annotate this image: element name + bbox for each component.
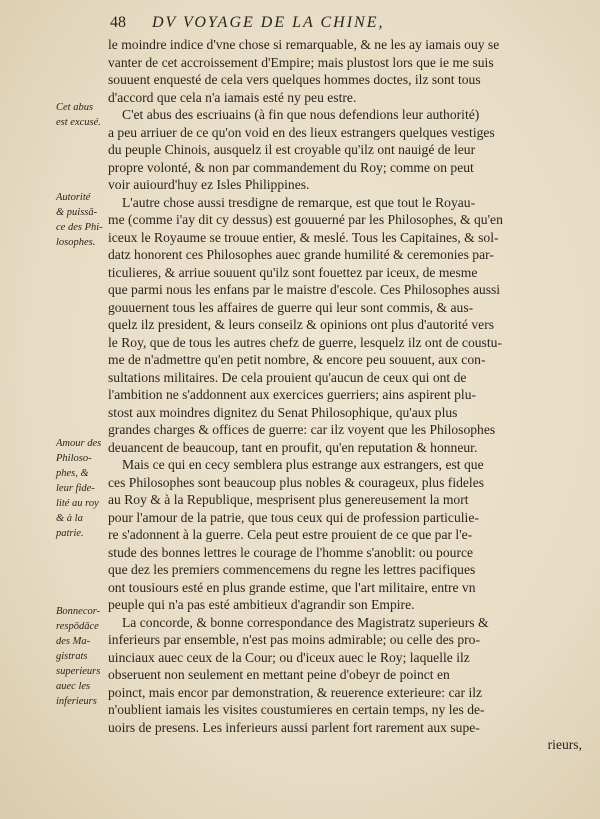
text-line: inferieurs par ensemble, n'est pas moins admirable; ou celle des pro-: [108, 632, 481, 647]
margin-note-line: Philoso-: [56, 453, 92, 464]
text-line: souuent enquesté de cela vers quelques hommes doctes, ilz sont tous: [108, 72, 481, 87]
text-line: que dez les premiers commencemens du regne les lettres pacifiques: [108, 562, 476, 577]
margin-note-line: Cet abus: [56, 102, 94, 113]
text-line: deuancent de beaucoup, tant en proufit, qu'en reputation & honneur.: [108, 439, 478, 455]
text-line: du peuple Chinois, ausquelz il est croyable qu'ilz ont nauigé de leur: [108, 142, 476, 157]
text-line: stost aux moindres dignitez du Senat Philosophique, qu'aux plus: [108, 404, 458, 420]
text-line: pour l'amour de la patrie, que tous ceux qui de profession particulie-: [108, 509, 479, 525]
margin-note-line: gistrats: [56, 651, 88, 662]
margin-note-line: Bonnecor-: [56, 606, 101, 617]
margin-note-line: des Ma-: [56, 636, 91, 647]
text-line: me (comme i'ay dit cy dessus) est gouuerné par les Philosophes, & qu'en: [108, 212, 503, 227]
text-line: le Roy, que de tous les autres chefz de guerre, lesquelz ilz ont de coustu-: [108, 334, 502, 350]
text-line: propre volonté, & non par commandement du Roy; comme on peut: [108, 159, 474, 175]
text-line: a peu arriuer de ce qu'on void en des lieux estrangers quelques vestiges: [108, 124, 495, 140]
margin-note-bonne-correspondance: [56, 604, 112, 709]
text-line: sultations militaires. De cela prouient qu'aucun de ceux qui ont de: [108, 369, 467, 385]
text-line: ont tousiours esté en plus grande estime, que l'art militaire, entre vn: [108, 579, 476, 595]
text-line: ticulieres, & arriue souuent qu'ilz sont fouettez par iceux, de mesme: [108, 264, 478, 280]
text-line: voir auiourd'huy ez Isles Philippines.: [108, 177, 310, 192]
margin-note-line: ce des Phi-: [56, 222, 103, 233]
margin-note-amour: [56, 436, 112, 541]
margin-note-line: & puissā-: [56, 207, 98, 218]
margin-note-line: & à la: [56, 513, 83, 524]
margin-note-line: Amour des: [56, 438, 102, 449]
text-line: uinciaux auec ceux de la Cour; ou d'iceux auec le Roy; laquelle ilz: [108, 649, 470, 665]
text-line: au Roy & à la Republique, mesprisent plus genereusement la mort: [108, 492, 469, 507]
page-number: 48: [110, 14, 126, 31]
text-line: re s'adonnent à la guerre. Cela peut estre prouient de ce que par l'e-: [108, 527, 473, 542]
text-line: C'et abus des escriuains (à fin que nous defendions leur authorité): [122, 107, 480, 122]
page-header: [110, 14, 580, 36]
text-line: n'oublient iamais les visites coustumieres en certain temps, ny les de-: [108, 702, 485, 717]
text-line: L'autre chose aussi tresdigne de remarque, est que tout le Royau-: [122, 194, 476, 210]
text-line: stude des bonnes lettres le courage de l'homme s'anoblit: ou pource: [108, 544, 474, 560]
text-line: que parmi nous les enfans par le maistre d'escole. Ces Philosophes aussi: [108, 282, 501, 297]
margin-note-line: respōdāce: [56, 621, 99, 632]
margin-note-line: superieurs: [56, 666, 101, 677]
text-line: vanter de cet accroissement d'Empire; mais plustost lors que ie me suis: [108, 54, 494, 70]
text-line: gouuernent tous les affaires de guerre qui leur sont commis, & aus-: [108, 299, 474, 315]
margin-note-line: leur fide-: [56, 483, 95, 494]
margin-note-line: inferieurs: [56, 696, 97, 707]
text-line: rieurs,: [547, 737, 582, 752]
text-line: obseruent non seulement en mettant peine d'obeyr de poinct en: [108, 667, 450, 682]
running-title: DV VOYAGE DE LA CHINE,: [152, 14, 385, 31]
text-line: Mais ce qui en cecy semblera plus estrange aux estrangers, est que: [122, 457, 484, 472]
text-line: uoirs de presens. Les inferieurs aussi parlent fort rarement aux supe-: [108, 719, 480, 735]
margin-note-line: losophes.: [56, 237, 96, 248]
text-line: grandes charges & offices de guerre: car ilz voyent que les Philosophes: [108, 422, 496, 437]
margin-note-abus: [56, 100, 112, 130]
body-text: [108, 36, 582, 754]
margin-note-line: phes, &: [56, 468, 89, 479]
text-line: La concorde, & bonne correspondance des Magistratz superieurs &: [122, 614, 489, 630]
text-line: peuple qui n'a pas esté ambitieux d'agrandir son Empire.: [108, 597, 415, 612]
margin-note-line: patrie.: [56, 528, 84, 539]
text-line: d'accord que cela n'a iamais esté ny peu estre.: [108, 89, 357, 105]
margin-note-autorite: [56, 190, 112, 250]
text-line: me de n'admettre qu'en petit nombre, & encore peu souuent, aux con-: [108, 352, 486, 367]
margin-note-line: est excusé.: [56, 117, 101, 128]
text-line: quelz ilz president, & leurs conseilz & opinions ont plus d'autorité vers: [108, 317, 495, 332]
margin-note-line: lité au roy: [56, 498, 99, 509]
text-line: l'ambition ne s'addonnent aux exercices guerriers; ains aspirent plu-: [108, 387, 477, 402]
text-line: datz honorent ces Philosophes auec grande humilité & ceremonies par-: [108, 247, 494, 262]
text-line: ces Philosophes sont beaucoup plus nobles & courageux, plus fideles: [108, 474, 485, 490]
margin-note-line: Autorité: [56, 192, 91, 203]
text-line: poinct, mais encor par demonstration, & reuerence exterieure: car ilz: [108, 684, 483, 700]
text-line: iceux le Royaume se trouue entier, & meslé. Tous les Capitaines, & sol-: [108, 229, 499, 245]
text-line: le moindre indice d'vne chose si remarquable, & ne les ay iamais ouy se: [108, 37, 500, 52]
margin-note-line: auec les: [56, 681, 91, 692]
